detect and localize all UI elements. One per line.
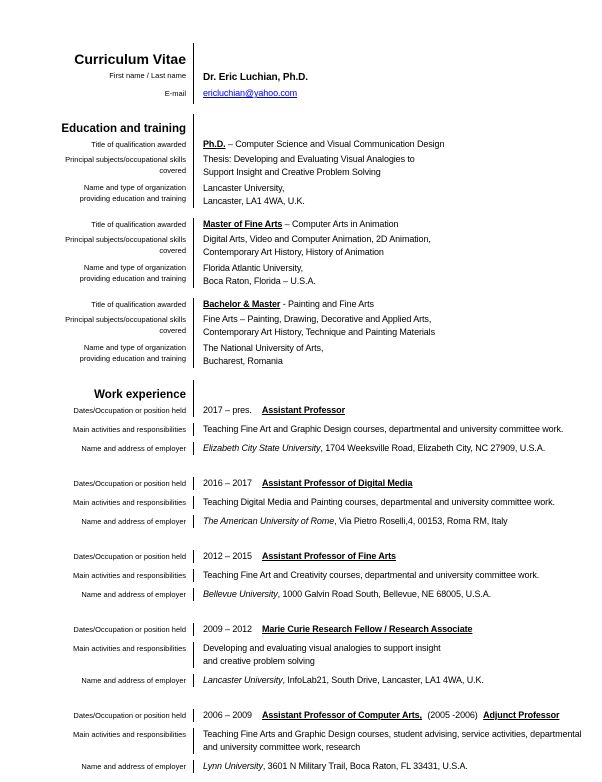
organization-label-line1: Name and type of organization: [83, 183, 186, 192]
dates-value: 2016 – 2017: [203, 478, 252, 488]
organization-line1: The National University of Arts,: [203, 343, 324, 353]
activities-line2: and creative problem solving: [203, 656, 315, 666]
activities-line1: Developing and evaluating visual analogies to support insight: [203, 643, 441, 653]
employer-name: Elizabeth City State University: [203, 443, 321, 453]
activities-label: Main activities and responsibilities: [73, 644, 186, 653]
dates-value: 2017 – pres.: [203, 405, 252, 415]
dates-value: 2006 – 2009: [203, 710, 252, 720]
position-interim-dates: (2005 -2006): [424, 710, 481, 720]
employer-label: Name and address of employer: [81, 517, 186, 526]
organization-line2: Lancaster, LA1 4WA, U.K.: [203, 196, 305, 206]
work-entry-dates: [0, 477, 602, 490]
position-title: Marie Curie Research Fellow / Research Associate: [261, 624, 473, 634]
qualification-name: Ph.D.: [203, 139, 226, 149]
entry-gap: [0, 290, 602, 298]
employer-label: Name and address of employer: [81, 590, 186, 599]
full-name: Dr. Eric Luchian, Ph.D.: [203, 72, 308, 83]
education-entry-organization: [0, 259, 602, 290]
activities-line1: Teaching Fine Art and Graphic Design courses, departmental and university committee work.: [203, 424, 564, 434]
skills-line1: Digital Arts, Video and Computer Animation, 2D Animation,: [203, 234, 431, 244]
position-title: Assistant Professor of Digital Media: [261, 478, 413, 488]
skills-label-line2: covered: [159, 246, 186, 255]
entry-gap: [0, 534, 602, 550]
entry-gap: [0, 461, 602, 477]
work-entry-employer: [0, 588, 602, 601]
name-label: First name / Last name: [109, 71, 186, 80]
qualification-detail: - Painting and Fine Arts: [280, 299, 374, 309]
employer-address: , InfoLab21, South Drive, Lancaster, LA1 4WA, U.K.: [282, 675, 484, 685]
skills-label-line2: covered: [159, 166, 186, 175]
dates-label: Dates/Occupation or position held: [73, 625, 186, 634]
activities-line1: Teaching Fine Arts and Graphic Design courses, student advising, service activities, departmental: [203, 729, 582, 739]
divider-segment: [193, 380, 602, 404]
organization-label-line1: Name and type of organization: [83, 263, 186, 272]
entry-gap: [0, 210, 602, 218]
activities-label: Main activities and responsibilities: [73, 571, 186, 580]
activities-label: Main activities and responsibilities: [73, 498, 186, 507]
qualification-name: Master of Fine Arts: [203, 219, 283, 229]
education-entry-skills: [0, 313, 602, 339]
divider-segment: [193, 114, 602, 138]
organization-label-line2: providing education and training: [79, 274, 186, 283]
skills-line1: Thesis: Developing and Evaluating Visual Analogies to: [203, 154, 415, 164]
education-entry-organization: [0, 339, 602, 370]
education-entry-skills: [0, 153, 602, 179]
employer-label: Name and address of employer: [81, 676, 186, 685]
work-section-heading-row: [0, 380, 602, 404]
employer-address: , 1000 Galvin Road South, Bellevue, NE 68005, U.S.A.: [277, 589, 492, 599]
entry-gap: [0, 693, 602, 709]
dates-value: 2009 – 2012: [203, 624, 252, 634]
dates-label: Dates/Occupation or position held: [73, 479, 186, 488]
organization-line1: Lancaster University,: [203, 183, 285, 193]
education-section-heading-row: [0, 114, 602, 138]
email-label: E-mail: [164, 89, 186, 98]
position-title: Assistant Professor: [261, 405, 345, 415]
work-entry-dates: [0, 623, 602, 636]
work-entry-employer: [0, 760, 602, 773]
position-title: Assistant Professor of Computer Arts,: [261, 710, 422, 720]
cv-title-row: [0, 43, 602, 69]
employer-address: , 3601 N Military Trail, Boca Raton, FL 33431, U.S.A.: [262, 761, 468, 771]
skills-line1: Fine Arts – Painting, Drawing, Decorative and Applied Arts,: [203, 314, 432, 324]
qualification-title-label: Title of qualification awarded: [91, 300, 186, 309]
name-row: [0, 69, 602, 87]
section-gap: [0, 104, 602, 114]
employer-name: The American University of Rome: [203, 516, 335, 526]
employer-label: Name and address of employer: [81, 762, 186, 771]
qualification-detail: – Computer Science and Visual Communication Design: [225, 139, 445, 149]
work-entry-dates: [0, 404, 602, 417]
employer-address: , 1704 Weeksville Road, Elizabeth City, NC 27909, U.S.A.: [320, 443, 546, 453]
employer-name: Lynn University: [203, 761, 263, 771]
organization-line2: Boca Raton, Florida – U.S.A.: [203, 276, 316, 286]
employer-label: Name and address of employer: [81, 444, 186, 453]
activities-line1: Teaching Fine Art and Creativity courses, departmental and university committee work.: [203, 570, 540, 580]
work-entry-activities: [0, 569, 602, 582]
employer-name: Lancaster University: [203, 675, 283, 685]
organization-label-line1: Name and type of organization: [83, 343, 186, 352]
organization-line2: Bucharest, Romania: [203, 356, 283, 366]
position-title: Assistant Professor of Fine Arts: [261, 551, 396, 561]
skills-label-line1: Principal subjects/occupational skills: [65, 315, 186, 324]
skills-line2: Contemporary Art History, Technique and Painting Materials: [203, 327, 435, 337]
organization-label-line2: providing education and training: [79, 194, 186, 203]
education-entry-title: [0, 298, 602, 313]
work-entry-employer: [0, 515, 602, 528]
employer-name: Bellevue University: [203, 589, 278, 599]
entry-gap: [0, 607, 602, 623]
page-title: Curriculum Vitae: [74, 51, 186, 67]
activities-line2: and university committee work, research: [203, 742, 361, 752]
activities-label: Main activities and responsibilities: [73, 730, 186, 739]
activities-line1: Teaching Digital Media and Painting courses, departmental and university committee work.: [203, 497, 555, 507]
work-entry-activities: [0, 423, 602, 436]
work-entry-activities: [0, 642, 602, 668]
education-heading: Education and training: [61, 123, 186, 135]
position-title-secondary: Adjunct Professor: [483, 710, 560, 720]
divider-segment: [193, 43, 602, 69]
qualification-title-label: Title of qualification awarded: [91, 140, 186, 149]
education-entry-title: [0, 138, 602, 153]
work-entry-activities: [0, 496, 602, 509]
dates-label: Dates/Occupation or position held: [73, 711, 186, 720]
activities-label: Main activities and responsibilities: [73, 425, 186, 434]
email-link[interactable]: ericluchian@yahoo.com: [203, 88, 298, 98]
education-entry-organization: [0, 179, 602, 210]
qualification-title-label: Title of qualification awarded: [91, 220, 186, 229]
organization-line1: Florida Atlantic University,: [203, 263, 304, 273]
qualification-detail: – Computer Arts in Animation: [282, 219, 399, 229]
skills-line2: Support Insight and Creative Problem Solving: [203, 167, 381, 177]
work-heading: Work experience: [94, 389, 186, 401]
work-entry-employer: [0, 674, 602, 687]
work-entry-dates: [0, 709, 602, 722]
employer-address: , Via Pietro Roselli,4, 00153, Roma RM, Italy: [334, 516, 508, 526]
skills-label-line1: Principal subjects/occupational skills: [65, 155, 186, 164]
work-entry-employer: [0, 442, 602, 455]
dates-label: Dates/Occupation or position held: [73, 552, 186, 561]
section-gap: [0, 370, 602, 380]
skills-label-line1: Principal subjects/occupational skills: [65, 235, 186, 244]
organization-label-line2: providing education and training: [79, 354, 186, 363]
education-entry-title: [0, 218, 602, 233]
dates-value: 2012 – 2015: [203, 551, 252, 561]
education-entry-skills: [0, 233, 602, 259]
work-entry-dates: [0, 550, 602, 563]
skills-line2: Contemporary Art History, History of Animation: [203, 247, 384, 257]
qualification-name: Bachelor & Master: [203, 299, 281, 309]
skills-label-line2: covered: [159, 326, 186, 335]
email-row: [0, 87, 602, 104]
dates-label: Dates/Occupation or position held: [73, 406, 186, 415]
work-entry-activities: [0, 728, 602, 754]
